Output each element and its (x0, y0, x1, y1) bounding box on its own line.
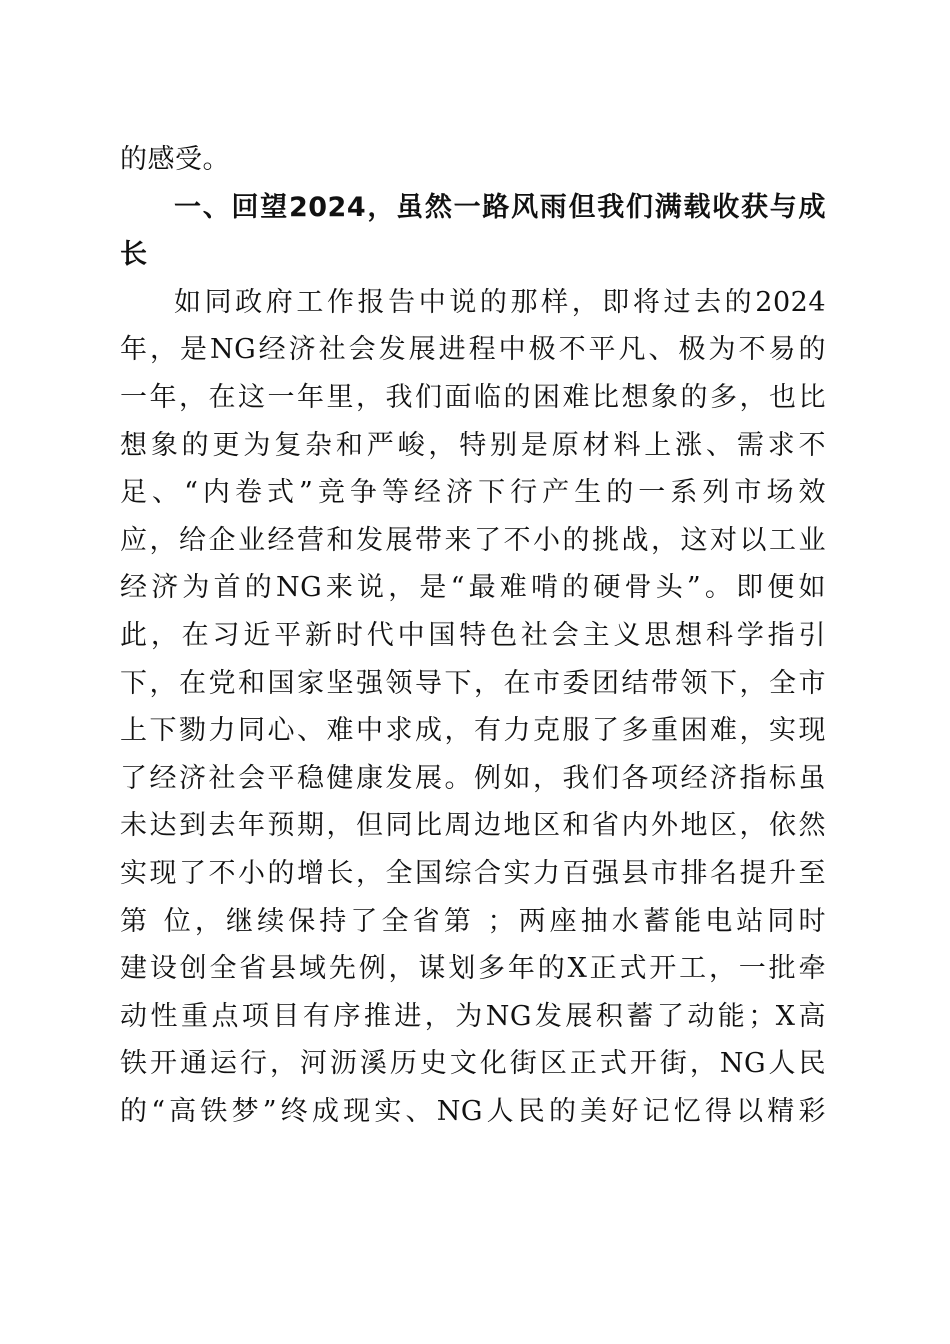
paragraph-line-16: 动性重点项目有序推进，为NG发展积蓄了动能；X高 (120, 1000, 826, 1032)
paragraph-line-18: 的“高铁梦”终成现实、NG人民的美好记忆得以精彩 (120, 1095, 826, 1127)
paragraph-line-7: 经济为首的NG来说，是“最难啃的硬骨头”。即便如 (120, 572, 826, 604)
paragraph-line-8: 此，在习近平新时代中国特色社会主义思想科学指引 (120, 619, 826, 651)
paragraph-line-9: 下，在党和国家坚强领导下，在市委团结带领下，全市 (120, 667, 826, 699)
paragraph-line-17: 铁开通运行，河沥溪历史文化街区正式开街，NG人民 (120, 1048, 826, 1080)
paragraph-line-3: 一年，在这一年里，我们面临的困难比想象的多，也比 (120, 381, 826, 413)
paragraph-line-13: 实现了不小的增长，全国综合实力百强县市排名提升至 (120, 857, 826, 889)
paragraph-line-4: 想象的更为复杂和严峻，特别是原材料上涨、需求不 (120, 429, 826, 461)
paragraph-line-2: 年，是NG经济社会发展进程中极不平凡、极为不易的 (120, 334, 826, 366)
paragraph-line-15: 建设创全省县域先例，谋划多年的X正式开工，一批牵 (120, 953, 826, 985)
paragraph-line-14: 第 位，继续保持了全省第 ；两座抽水蓄能电站同时 (120, 905, 826, 937)
section-heading-line-1: 一、回望2024，虽然一路风雨但我们满载收获与成 (174, 191, 826, 223)
paragraph-line-5: 足、“内卷式”竞争等经济下行产生的一系列市场效 (120, 477, 826, 509)
paragraph-line-12: 未达到去年预期，但同比周边地区和省内外地区，依然 (120, 810, 826, 842)
document-body (120, 136, 826, 1135)
paragraph-line-1: 如同政府工作报告中说的那样，即将过去的2024 (174, 286, 826, 318)
section-heading-line-2: 长 (120, 239, 148, 271)
paragraph-line-11: 了经济社会平稳健康发展。例如，我们各项经济指标虽 (120, 762, 826, 794)
paragraph-line-6: 应，给企业经营和发展带来了不小的挑战，这对以工业 (120, 524, 826, 556)
paragraph-line-10: 上下勠力同心、难中求成，有力克服了多重困难，实现 (120, 715, 826, 747)
text-line-1: 的感受。 (120, 144, 230, 175)
